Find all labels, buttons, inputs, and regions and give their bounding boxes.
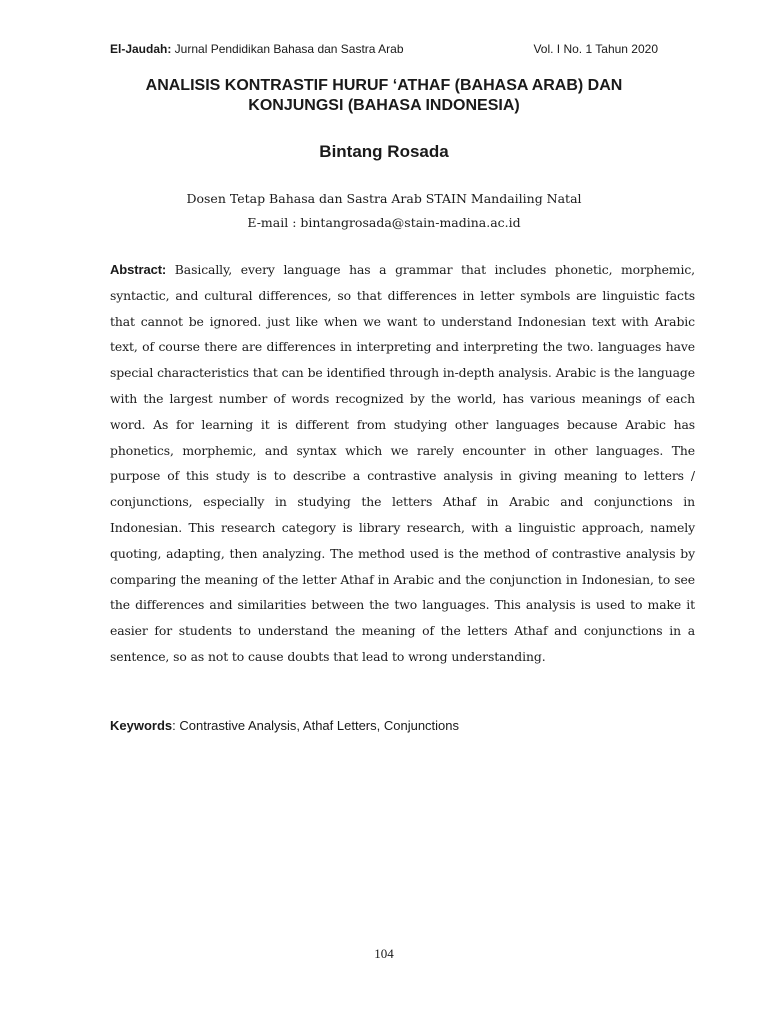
author-name: Bintang Rosada: [319, 142, 449, 161]
journal-title: [110, 42, 404, 56]
keywords: [110, 718, 695, 733]
abstract-label: Abstract:: [110, 262, 167, 277]
abstract: [110, 257, 695, 670]
page-number: 104: [374, 946, 394, 961]
paper-title-line-1: ANALISIS KONTRASTIF HURUF ‘ATHAF (BAHASA ARAB) DAN: [145, 77, 623, 94]
paper-title-line-2: KONJUNGSI (BAHASA INDONESIA): [248, 97, 520, 114]
abstract-text: Basically, every language has a grammar that includes phonetic, morphemic, syntactic, and cultural differences, so that differences in letter symbols are linguistic facts that cannot be ignored. just like when we want to understand Indonesian text with Arabic text, of course there are differences in interpreting and interpreting the two. languages have special characteristics that can be identified through in-depth analysis. Arabic is the language with the largest number of words recognized by the world, has various meanings of each word. As for learning it is different from studying other languages because Arabic has phonetics, morphemic, and syntax which we rarely encounter in other languages. The purpose of this study is to describe a contrastive analysis in giving meaning to letters / conjunctions, especially in studying the letters Athaf in Arabic and conjunctions in Indonesian. This research category is library research, with a linguistic approach, namely quoting, adapting, then analyzing. The method used is the method of contrastive analysis by comparing the meaning of the letter Athaf in Arabic and the conjunction in Indonesian, to see the differences and similarities between the two languages. This analysis is used to make it easier for students to understand the meaning of the letters Athaf and conjunctions in a sentence, so as not to cause doubts that lead to wrong understanding.: [110, 262, 695, 664]
journal-volume: Vol. I No. 1 Tahun 2020: [533, 42, 658, 56]
keywords-label: Keywords: [110, 718, 173, 733]
author-affiliation: [110, 187, 658, 235]
paper-title: [110, 76, 658, 116]
journal-name: El-Jaudah:: [110, 42, 172, 56]
author-email: E-mail : bintangrosada@stain-madina.ac.id: [247, 215, 521, 230]
running-header: [110, 42, 658, 56]
journal-subtitle: Jurnal Pendidikan Bahasa dan Sastra Arab: [171, 42, 404, 56]
keywords-text: : Contrastive Analysis, Athaf Letters, Conjunctions: [172, 718, 460, 733]
institution: Dosen Tetap Bahasa dan Sastra Arab STAIN Mandailing Natal: [186, 191, 582, 206]
